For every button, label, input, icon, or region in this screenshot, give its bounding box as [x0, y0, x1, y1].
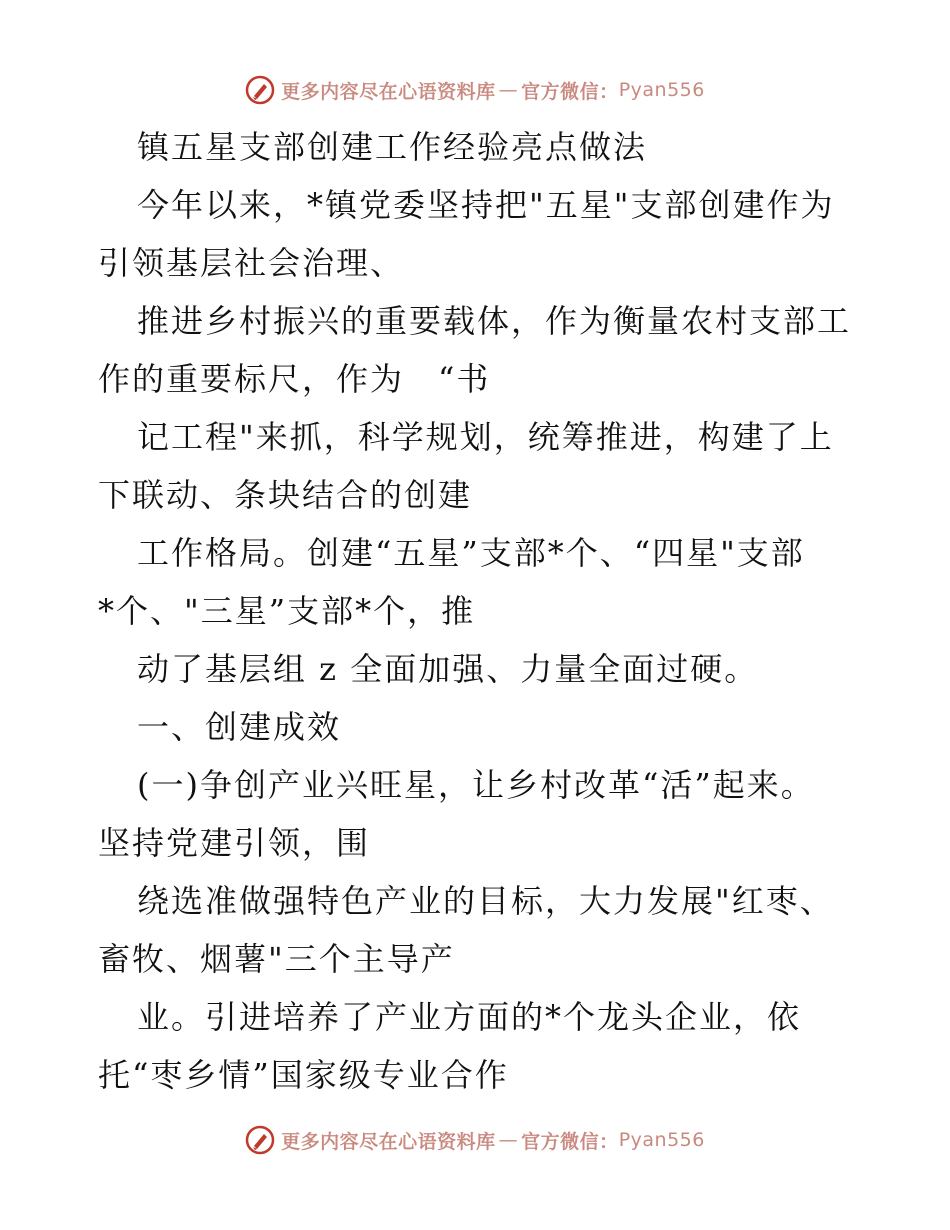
- watermark-header: [0, 70, 950, 110]
- paragraph-line: 记工程"来抓，科学规划，统筹推进，构建了上: [137, 418, 834, 456]
- paragraph-line: 坚持党建引领，围: [98, 824, 371, 862]
- watermark-dash: —: [498, 1129, 519, 1151]
- paragraph-line: 动了基层组 z 全面加强、力量全面过硬。: [137, 650, 759, 688]
- pen-logo-icon: [245, 1125, 275, 1155]
- watermark-brand: 更多内容尽在心语资料库: [281, 80, 496, 103]
- subsection-heading: (一)争创产业兴旺星，让乡村改革“活”起来。: [137, 766, 815, 804]
- watermark-brand: 更多内容尽在心语资料库: [281, 1130, 496, 1153]
- paragraph-line: *个、"三星”支部*个，推: [98, 592, 476, 630]
- paragraph-line: 托“枣乡情”国家级专业合作: [98, 1056, 509, 1094]
- paragraph-line: 绕选准做强特色产业的目标，大力发展"红枣、: [137, 882, 834, 920]
- paragraph-line: 畜牧、烟薯"三个主导产: [98, 940, 455, 978]
- paragraph-line: 今年以来，*镇党委坚持把"五星"支部创建作为: [137, 186, 835, 224]
- document-title: 镇五星支部创建工作经验亮点做法: [137, 128, 648, 166]
- paragraph-line: 下联动、条块结合的创建: [98, 476, 473, 514]
- watermark-footer: [0, 1120, 950, 1160]
- pen-logo-icon: [245, 75, 275, 105]
- watermark-label: 官方微信：: [521, 1130, 619, 1153]
- watermark-account: Pyan556: [618, 1129, 705, 1151]
- paragraph-line: 作的重要标尺，作为 “书: [98, 360, 491, 398]
- paragraph-line: 业。引进培养了产业方面的*个龙头企业，依: [137, 998, 802, 1036]
- section-heading: 一、创建成效: [137, 708, 342, 746]
- watermark-label: 官方微信：: [521, 80, 619, 103]
- watermark-dash: —: [498, 79, 519, 101]
- watermark-account: Pyan556: [618, 79, 705, 101]
- paragraph-line: 推进乡村振兴的重要载体，作为衡量农村支部工: [137, 302, 852, 340]
- paragraph-line: 工作格局。创建“五星”支部*个、“四星"支部: [137, 534, 805, 572]
- paragraph-line: 引领基层社会治理、: [98, 244, 405, 282]
